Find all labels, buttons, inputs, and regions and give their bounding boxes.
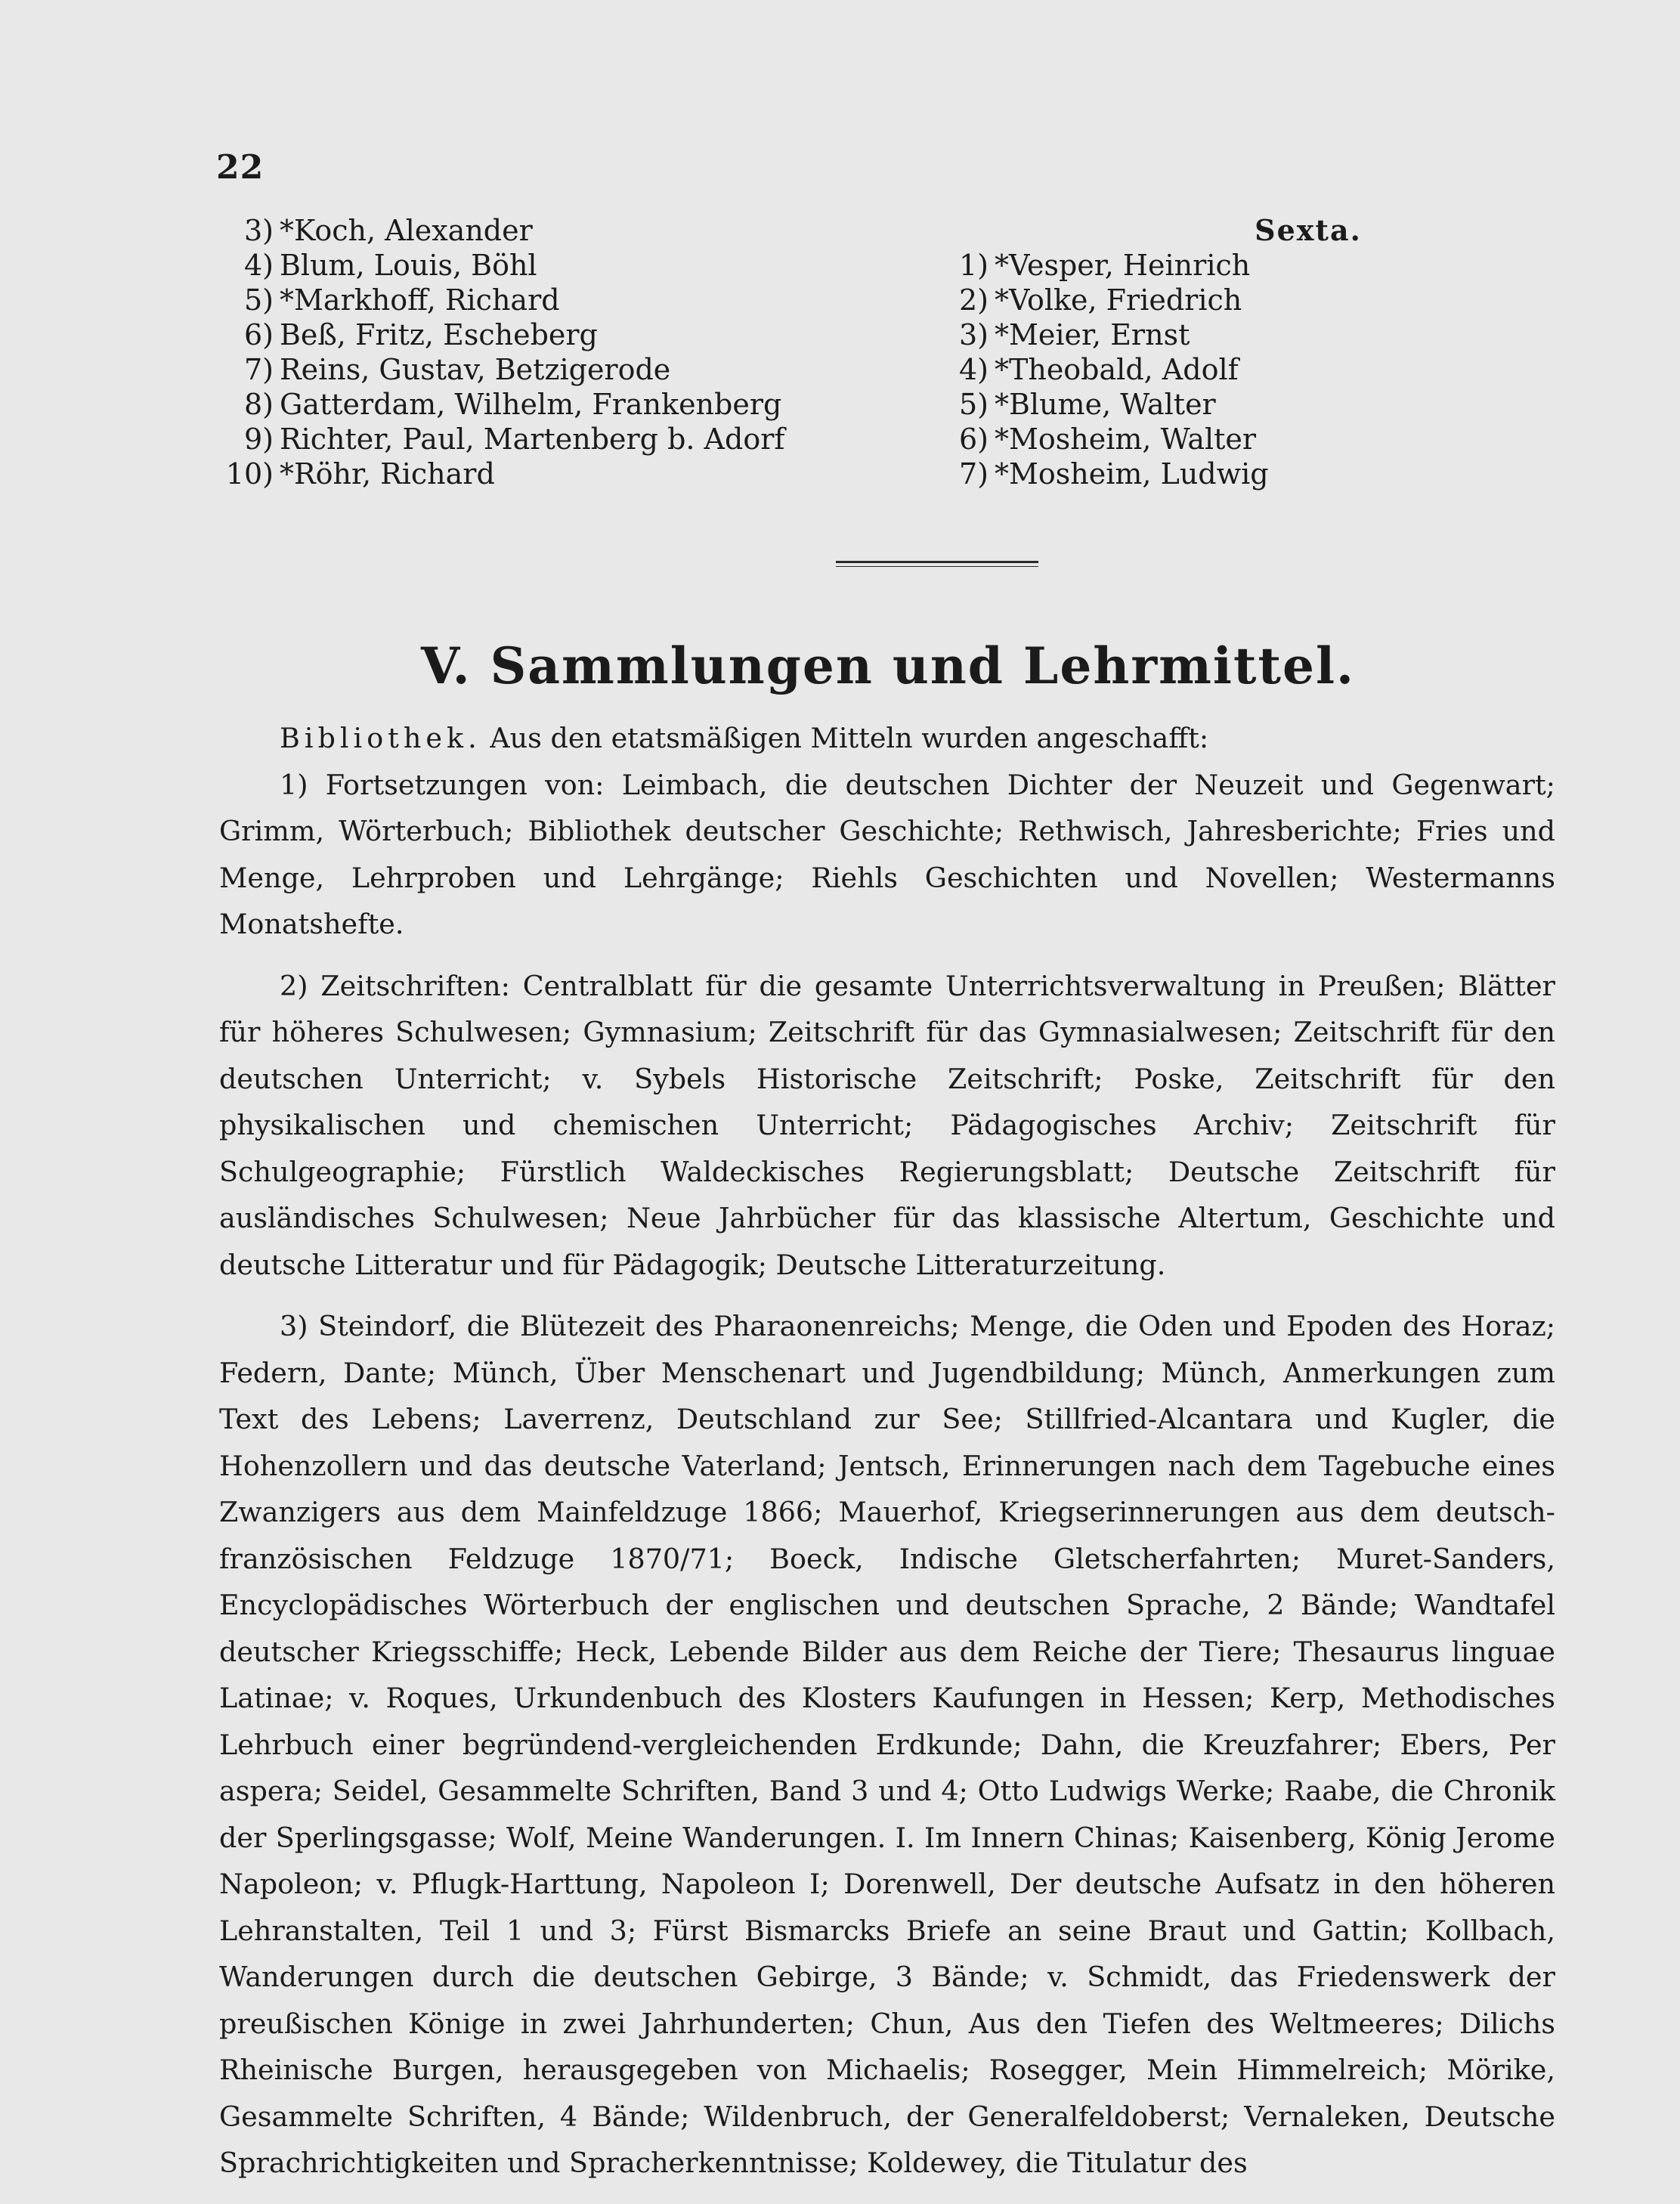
list-item-number: 2) xyxy=(958,283,989,317)
list-item xyxy=(219,352,884,387)
sexta-heading: Sexta. xyxy=(1255,213,1362,247)
list-item-name: *Röhr, Richard xyxy=(280,457,495,491)
list-item-name: *Blume, Walter xyxy=(995,388,1216,421)
list-item-name: *Volke, Friedrich xyxy=(995,283,1242,317)
list-item-name: *Mosheim, Ludwig xyxy=(995,457,1269,491)
paragraph-lead-rest: Aus den etatsmäßigen Mitteln wurden angeschafft: xyxy=(490,722,1209,754)
list-item xyxy=(934,387,1508,422)
paragraph-fortsetzungen: 1) Fortsetzungen von: Leimbach, die deutschen Dichter der Neuzeit und Gegenwart; Grimm, Wörterbuch; Bibliothek deutscher Geschichte; Rethwisch, Jahresberichte; Fries und Menge, Lehrproben und Lehrgänge; Riehls Geschichten und Novellen; Westermanns Monatshefte. xyxy=(219,768,1555,940)
student-list-left xyxy=(219,213,884,491)
list-item xyxy=(219,317,884,352)
list-item-name: *Vesper, Heinrich xyxy=(995,249,1251,282)
list-item-number: 4) xyxy=(243,249,274,282)
list-item-name: Beß, Fritz, Escheberg xyxy=(280,318,598,351)
list-item-number: 7) xyxy=(243,353,274,386)
list-item-number: 3) xyxy=(243,214,274,247)
list-item-number: 5) xyxy=(958,388,989,421)
list-item-number: 1) xyxy=(958,249,989,282)
list-item-number: 6) xyxy=(958,423,989,456)
list-item-name: Reins, Gustav, Betzigerode xyxy=(280,353,671,386)
list-item-name: Gatterdam, Wilhelm, Frankenberg xyxy=(280,388,782,421)
list-item-name: *Meier, Ernst xyxy=(995,318,1190,351)
list-item xyxy=(219,213,884,248)
list-item xyxy=(219,457,884,491)
list-item xyxy=(219,387,884,422)
list-item xyxy=(934,317,1508,352)
list-item xyxy=(219,248,884,283)
paragraph-lead-word: Bibliothek. xyxy=(280,722,481,754)
list-item-number: 10) xyxy=(225,457,274,491)
list-item xyxy=(934,457,1508,491)
sexta-items xyxy=(934,248,1508,491)
paragraph-bibliothek xyxy=(219,715,1555,762)
list-item-number: 9) xyxy=(243,423,274,456)
paragraph-neuanschaffungen: 3) Steindorf, die Blütezeit des Pharaonenreichs; Menge, die Oden und Epoden des Horaz; Federn, Dante; Münch, Über Menschenart und Jugendbildung; Münch, Anmerkungen zum Text des Lebens; Laverrenz, Deutschland zur See; Stillfried-Alcantara und Kugler, die Hohenzollern und das deutsche Vaterland; Jentsch, Erinnerungen nach dem Tagebuche eines Zwanzigers aus dem Mainfeldzuge 1866; Mauerhof, Kriegserinnerungen aus dem deutsch-französischen Feldzuge 1870/71; Boeck, Indische Gletscherfahrten; Muret-Sanders, Encyclopädisches Wörterbuch der englischen und deutschen Sprache, 2 Bände; Wandtafel deutscher Kriegsschiffe; Heck, Lebende Bilder aus dem Reiche der Tiere; Thesaurus linguae Latinae; v. Roques, Urkundenbuch des Klosters Kaufungen in Hessen; Kerp, Methodisches Lehrbuch einer begründend-vergleichenden Erdkunde; Dahn, die Kreuzfahrer; Ebers, Per aspera; Seidel, Gesammelte Schriften, Band 3 und 4; Otto Ludwigs Werke; Raabe, die Chronik der Sperlingsgasse; Wolf, Meine Wanderungen. I. Im Innern Chinas; Kaisenberg, König Jerome Napoleon; v. Pflugk-Harttung, Napoleon I; Dorenwell, Der deutsche Aufsatz in den höheren Lehranstalten, Teil 1 und 3; Fürst Bismarcks Briefe an seine Braut und Gattin; Kollbach, Wanderungen durch die deutschen Gebirge, 3 Bände; v. Schmidt, das Friedenswerk der preußischen Könige in zwei Jahrhunderten; Chun, Aus den Tiefen des Weltmeeres; Dilichs Rheinische Burgen, herausgegeben von Michaelis; Rosegger, Mein Himmelreich; Mörike, Gesammelte Schriften, 4 Bände; Wildenbruch, der Generalfeldoberst; Vernaleken, Deutsche Sprachrichtigkeiten und Spracherkenntnisse; Koldewey, die Titulatur des xyxy=(219,1310,1555,2179)
section-divider xyxy=(836,561,1038,563)
list-item xyxy=(934,352,1508,387)
paragraph-zeitschriften: 2) Zeitschriften: Centralblatt für die gesamte Unterrichtsverwaltung in Preußen; Blätter für höheres Schulwesen; Gymnasium; Zeitschrift für das Gymnasialwesen; Zeitschrift für den deutschen Unterricht; v. Sybels Historische Zeitschrift; Poske, Zeitschrift für den physikalischen und chemischen Unterricht; Pädagogisches Archiv; Zeitschrift für Schulgeographie; Fürstlich Waldeckisches Regierungsblatt; Deutsche Zeitschrift für ausländisches Schulwesen; Neue Jahrbücher für das klassische Altertum, Geschichte und deutsche Litteratur und für Pädagogik; Deutsche Litteraturzeitung. xyxy=(219,969,1555,1281)
list-item-name: Blum, Louis, Böhl xyxy=(280,249,537,282)
list-item-name: Richter, Paul, Martenberg b. Adorf xyxy=(280,423,785,456)
list-item xyxy=(219,283,884,317)
list-item-number: 5) xyxy=(243,283,274,317)
list-item-name: *Theobald, Adolf xyxy=(995,353,1239,386)
section-title: V. Sammlungen und Lehrmittel. xyxy=(420,636,1356,695)
list-item xyxy=(219,422,884,457)
student-list-sexta xyxy=(934,213,1508,491)
list-item-number: 6) xyxy=(243,318,274,351)
list-item-number: 3) xyxy=(958,318,989,351)
list-item-number: 8) xyxy=(243,388,274,421)
list-item-name: *Koch, Alexander xyxy=(280,214,533,247)
page-number: 22 xyxy=(216,148,265,187)
list-item-name: *Mosheim, Walter xyxy=(995,423,1257,456)
section-body xyxy=(219,715,1555,2187)
list-item xyxy=(934,248,1508,283)
list-item xyxy=(934,283,1508,317)
list-item xyxy=(934,422,1508,457)
list-item-number: 7) xyxy=(958,457,989,491)
list-item-name: *Markhoff, Richard xyxy=(280,283,560,317)
list-item-number: 4) xyxy=(958,353,989,386)
